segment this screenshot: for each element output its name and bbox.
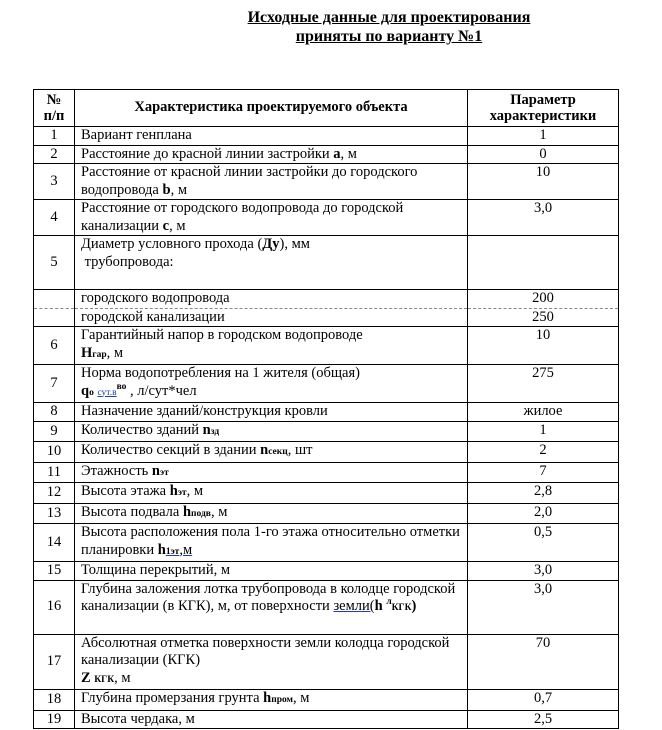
source-data-table <box>33 89 619 729</box>
table-row <box>34 164 619 200</box>
row-formula <box>81 383 461 403</box>
table-row <box>34 483 619 504</box>
row-symbol: q <box>81 382 90 399</box>
row-description: Высота чердака, м <box>75 710 468 729</box>
table-row <box>34 145 619 164</box>
row-description <box>75 145 468 164</box>
row-value: 2,0 <box>468 503 619 524</box>
row-text: Абсолютная отметка поверхности земли колодца городской канализации (КГК) <box>81 634 450 668</box>
row-text: Расстояние от городского водопровода до городской канализации <box>81 200 404 234</box>
row-unit: , м <box>106 344 124 361</box>
table-row <box>34 127 619 146</box>
table-row <box>34 200 619 236</box>
row-symbol: Н <box>81 344 93 361</box>
row-value: 250 <box>468 308 619 327</box>
table-row <box>34 442 619 463</box>
table-row <box>34 710 619 729</box>
title-line-2: приняты по варианту №1 <box>295 28 483 45</box>
row-text: Количество секций в здании <box>81 442 261 458</box>
header-parameter <box>468 90 619 127</box>
row-description <box>75 524 468 562</box>
table-row <box>34 236 619 290</box>
row-description: Толщина перекрытий, м <box>75 562 468 581</box>
table-row <box>34 365 619 403</box>
row-symbol: h <box>169 483 178 499</box>
row-number: 13 <box>34 503 75 524</box>
row-formula <box>81 345 461 365</box>
row-text: Норма водопотребления на 1 жителя (общая) <box>81 365 360 381</box>
row-symbol: h <box>263 690 272 706</box>
row-description <box>75 442 468 463</box>
table-header-row <box>34 90 619 127</box>
row-value: 0,7 <box>468 690 619 711</box>
row-value: 10 <box>468 164 619 200</box>
row-unit: , м <box>293 690 310 706</box>
table-row <box>34 421 619 442</box>
row-description <box>75 236 468 290</box>
table-row <box>34 634 619 690</box>
table-row <box>34 403 619 422</box>
row-text: Высота расположения пола 1-го этажа относительно отметки планировки <box>81 524 460 558</box>
row-description <box>75 690 468 711</box>
row-formula <box>81 670 461 690</box>
row-symbol-sub: пром <box>271 695 294 705</box>
row-number: 19 <box>34 710 75 729</box>
row-number: 17 <box>34 634 75 690</box>
row-symbol: h <box>157 541 166 558</box>
row-symbol: h <box>182 503 192 520</box>
row-description <box>75 200 468 236</box>
row-description <box>75 634 468 690</box>
row-text: Глубина промерзания грунта <box>81 690 264 706</box>
header-num-line-1: № <box>46 92 62 108</box>
row-value: жилое <box>468 403 619 422</box>
table-row <box>34 503 619 524</box>
row-number: 16 <box>34 580 75 634</box>
row-description <box>75 421 468 442</box>
row-symbol-link[interactable] <box>166 542 192 558</box>
row-description <box>75 483 468 504</box>
header-parameter-line-2: характеристики <box>489 108 597 124</box>
row-symbol-sub: гар <box>92 349 107 360</box>
row-unit: , м <box>186 483 204 499</box>
row-text-link[interactable]: земли( <box>333 598 375 614</box>
row-text: Расстояние до красной линии застройки <box>81 145 334 162</box>
row-symbol-sub: o <box>89 387 94 398</box>
row-value: 7 <box>468 462 619 483</box>
table-row <box>34 524 619 562</box>
row-value: 0 <box>468 145 619 164</box>
row-symbol: n <box>260 442 269 458</box>
row-unit: , м <box>114 669 131 686</box>
row-text-line-2: трубопровода: <box>81 253 174 270</box>
row-description: Вариант генплана <box>75 127 468 146</box>
row-unit: , л/сут*чел <box>126 382 197 399</box>
row-symbol-sub: эт <box>177 488 187 498</box>
row-symbol: n <box>202 421 211 438</box>
header-num <box>34 90 75 127</box>
row-description <box>75 503 468 524</box>
row-value: 1 <box>468 421 619 442</box>
row-description: Назначение зданий/конструкция кровли <box>75 403 468 422</box>
table-subrow <box>34 308 619 327</box>
row-symbol-sup: л <box>386 597 392 608</box>
row-symbol: h <box>374 598 387 614</box>
row-number: 8 <box>34 403 75 422</box>
header-num-line-2: п/п <box>43 108 65 124</box>
row-unit: , м <box>170 181 188 198</box>
table-row <box>34 690 619 711</box>
row-value: 3,0 <box>468 200 619 236</box>
row-description <box>75 580 468 634</box>
row-number <box>34 290 75 309</box>
row-number <box>34 308 75 327</box>
row-description <box>75 462 468 483</box>
table-row <box>34 462 619 483</box>
row-number: 4 <box>34 200 75 236</box>
row-unit: ), мм <box>279 236 310 252</box>
row-value: 3,0 <box>468 562 619 581</box>
row-unit: , м <box>169 217 186 234</box>
row-number: 18 <box>34 690 75 711</box>
row-value: 275 <box>468 365 619 403</box>
row-unit: , м <box>210 503 228 520</box>
title-line-1: Исходные данные для проектирования <box>247 9 531 26</box>
row-description <box>75 365 468 403</box>
row-text: Высота подвала <box>81 503 183 520</box>
row-number: 10 <box>34 442 75 463</box>
row-text: Этажность <box>81 462 152 479</box>
row-value: 0,5 <box>468 524 619 562</box>
row-symbol: а <box>333 145 341 162</box>
row-symbol-sub-link[interactable]: сут.в <box>97 387 117 398</box>
row-value: 200 <box>468 290 619 309</box>
row-value: 2,5 <box>468 710 619 729</box>
row-number: 6 <box>34 327 75 365</box>
header-characteristic: Характеристика проектируемого объекта <box>75 90 468 127</box>
row-text: Глубина заложения лотка трубопровода в колодце городской канализации (в КГК), м, от поверхности <box>81 580 456 614</box>
row-text: Высота этажа <box>81 483 170 499</box>
row-symbol-sub: КГК <box>391 603 412 613</box>
row-number: 15 <box>34 562 75 581</box>
header-parameter-line-1: Параметр <box>510 92 576 108</box>
row-symbol-sub: зд <box>210 426 220 437</box>
row-symbol: n <box>151 462 160 479</box>
row-unit: , м <box>340 145 357 162</box>
row-symbol: Ду <box>262 236 280 252</box>
row-symbol: Z <box>81 669 91 686</box>
row-symbol-sup: во <box>116 381 127 392</box>
row-symbol-sub: эт <box>160 467 169 478</box>
table-row <box>34 580 619 634</box>
row-description <box>75 327 468 365</box>
row-number: 12 <box>34 483 75 504</box>
row-number: 9 <box>34 421 75 442</box>
row-number: 2 <box>34 145 75 164</box>
row-value <box>468 236 619 290</box>
row-number: 7 <box>34 365 75 403</box>
table-row <box>34 562 619 581</box>
row-number: 14 <box>34 524 75 562</box>
row-text: Расстояние от красной линии застройки до городского водопровода <box>81 164 418 198</box>
row-description: городского водопровода <box>75 290 468 309</box>
row-value: 3,0 <box>468 580 619 634</box>
row-symbol-sub: 1эт <box>165 546 180 557</box>
row-symbol: b <box>162 181 171 198</box>
row-symbol-sub: КГК <box>94 674 115 685</box>
row-number: 1 <box>34 127 75 146</box>
row-symbol: с <box>162 217 170 234</box>
row-value: 70 <box>468 634 619 690</box>
row-unit: , шт <box>287 442 313 458</box>
row-number: 3 <box>34 164 75 200</box>
row-description: городской канализации <box>75 308 468 327</box>
row-number: 11 <box>34 462 75 483</box>
row-symbol-sub: секц <box>268 447 288 457</box>
row-value: 10 <box>468 327 619 365</box>
row-value: 2,8 <box>468 483 619 504</box>
table-row <box>34 327 619 365</box>
row-description <box>75 164 468 200</box>
row-symbol-sub: подв <box>191 508 211 519</box>
row-text: Диаметр условного прохода ( <box>81 236 263 252</box>
row-unit: ,м <box>179 541 193 558</box>
row-value: 1 <box>468 127 619 146</box>
row-value: 2 <box>468 442 619 463</box>
row-text: Гарантийный напор в городском водопроводе <box>81 327 363 343</box>
document-title <box>0 8 662 46</box>
row-text-line-1 <box>81 236 461 254</box>
row-number: 5 <box>34 236 75 290</box>
table-subrow <box>34 290 619 309</box>
row-unit: ) <box>411 598 417 614</box>
row-text: Количество зданий <box>81 421 203 438</box>
